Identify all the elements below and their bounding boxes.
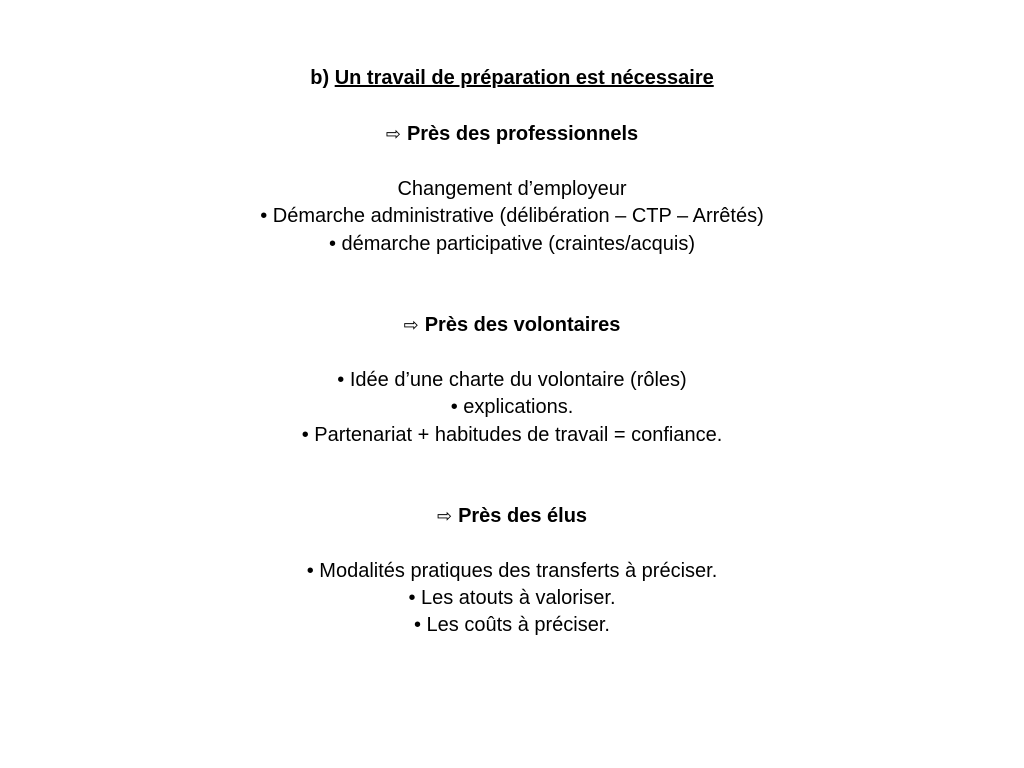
list-item: • Les atouts à valoriser. [408,587,616,609]
section-heading-professionnels [0,122,1024,147]
section-intro: Changement d’employeur [397,178,627,200]
list-item: • Idée d’une charte du volontaire (rôles) [337,369,687,391]
title-text: Un travail de préparation est nécessaire [334,67,714,89]
section-heading-volontaires [0,313,1024,338]
section-heading-text: Près des élus [458,505,588,527]
right-arrow-outline-icon: ⇨ [403,315,419,336]
list-item: • explications. [450,396,574,418]
list-item: • Démarche administrative (délibération – CTP – Arrêtés) [260,205,764,227]
list-item: • démarche participative (craintes/acquis) [328,233,696,255]
title-prefix: b) [310,67,330,89]
section-heading-text: Près des volontaires [424,314,621,336]
slide-title [0,66,1024,90]
list-item: • Partenariat + habitudes de travail = confiance. [301,424,723,446]
right-arrow-outline-icon: ⇨ [385,124,401,145]
section-heading-text: Près des professionnels [406,123,639,145]
section-heading-elus [0,504,1024,529]
right-arrow-outline-icon: ⇨ [436,506,453,527]
list-item: • Les coûts à préciser. [414,614,610,636]
list-item: • Modalités pratiques des transferts à préciser. [306,560,718,582]
